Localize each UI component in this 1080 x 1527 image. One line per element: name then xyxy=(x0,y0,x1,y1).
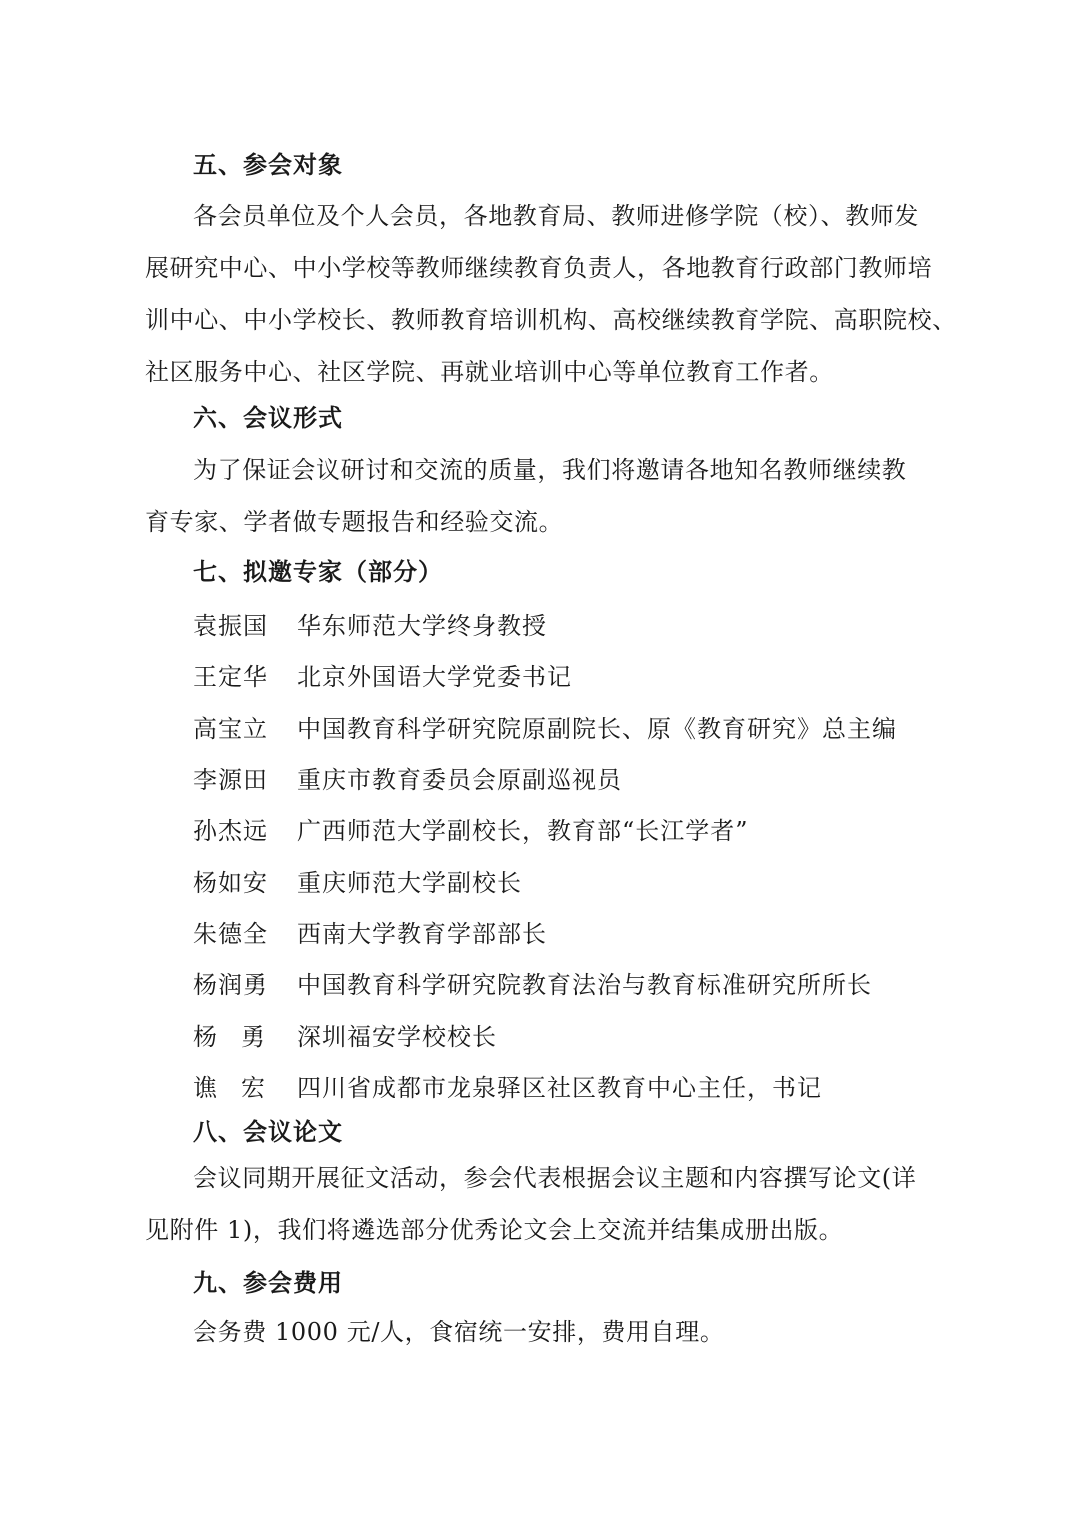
expert-name: 高宝立 xyxy=(193,714,268,743)
expert-name: 袁振国 xyxy=(193,612,268,641)
expert-name: 朱德全 xyxy=(193,919,268,948)
section-paragraph-format xyxy=(145,444,945,548)
expert-title: 中国教育科学研究院原副院长、原《教育研究》总主编 xyxy=(297,714,897,743)
expert-title: 西南大学教育学部部长 xyxy=(297,919,547,948)
paragraph-line: 会务费 1000 元/人，食宿统一安排，费用自理。 xyxy=(193,1318,725,1346)
section-paragraph-fees xyxy=(145,1306,945,1358)
expert-row xyxy=(193,701,953,752)
paragraph-line: 各会员单位及个人会员，各地教育局、教师进修学院（校）、教师发 xyxy=(193,202,919,230)
expert-row xyxy=(193,752,953,803)
expert-row xyxy=(193,906,953,957)
paragraph-line: 展研究中心、中小学校等教师继续教育负责人，各地教育行政部门教师培 xyxy=(145,254,933,282)
paragraph-line: 会议同期开展征文活动，参会代表根据会议主题和内容撰写论文(详 xyxy=(193,1164,917,1192)
expert-row xyxy=(193,957,953,1008)
section-paragraph-papers xyxy=(145,1152,945,1256)
section-heading-fees: 九、参会费用 xyxy=(193,1268,343,1297)
section-heading-papers: 八、会议论文 xyxy=(193,1117,343,1146)
expert-list xyxy=(193,598,953,1111)
expert-row xyxy=(193,1008,953,1059)
section-heading-format: 六、会议形式 xyxy=(193,403,343,432)
expert-name: 杨如安 xyxy=(193,868,268,897)
expert-name: 王定华 xyxy=(193,663,268,692)
paragraph-line: 见附件 1)，我们将遴选部分优秀论文会上交流并结集成册出版。 xyxy=(145,1216,844,1244)
expert-title: 深圳福安学校校长 xyxy=(297,1022,497,1051)
paragraph-line: 为了保证会议研讨和交流的质量，我们将邀请各地知名教师继续教 xyxy=(193,456,907,484)
section-heading-experts: 七、拟邀专家（部分） xyxy=(193,557,443,586)
expert-name: 杨润勇 xyxy=(193,971,268,1000)
expert-name: 杨 勇 xyxy=(193,1022,265,1051)
paragraph-line: 社区服务中心、社区学院、再就业培训中心等单位教育工作者。 xyxy=(145,358,834,386)
expert-title: 北京外国语大学党委书记 xyxy=(297,663,572,692)
expert-name: 孙杰远 xyxy=(193,817,268,846)
expert-row xyxy=(193,1060,953,1111)
expert-title: 重庆市教育委员会原副巡视员 xyxy=(297,766,622,795)
expert-row xyxy=(193,854,953,905)
expert-title: 中国教育科学研究院教育法治与教育标准研究所所长 xyxy=(297,971,872,1000)
expert-title: 华东师范大学终身教授 xyxy=(297,612,547,641)
expert-row xyxy=(193,598,953,649)
expert-row xyxy=(193,803,953,854)
expert-title: 四川省成都市龙泉驿区社区教育中心主任，书记 xyxy=(297,1073,822,1102)
section-paragraph-participants xyxy=(145,190,957,398)
paragraph-line: 训中心、中小学校长、教师教育培训机构、高校继续教育学院、高职院校、 xyxy=(145,306,957,334)
paragraph-line: 育专家、学者做专题报告和经验交流。 xyxy=(145,508,564,536)
expert-name: 李源田 xyxy=(193,766,268,795)
expert-title: 广西师范大学副校长，教育部“长江学者” xyxy=(297,817,749,846)
expert-row xyxy=(193,649,953,700)
section-heading-participants: 五、参会对象 xyxy=(193,150,343,179)
expert-name: 谯 宏 xyxy=(193,1073,265,1102)
expert-title: 重庆师范大学副校长 xyxy=(297,868,522,897)
